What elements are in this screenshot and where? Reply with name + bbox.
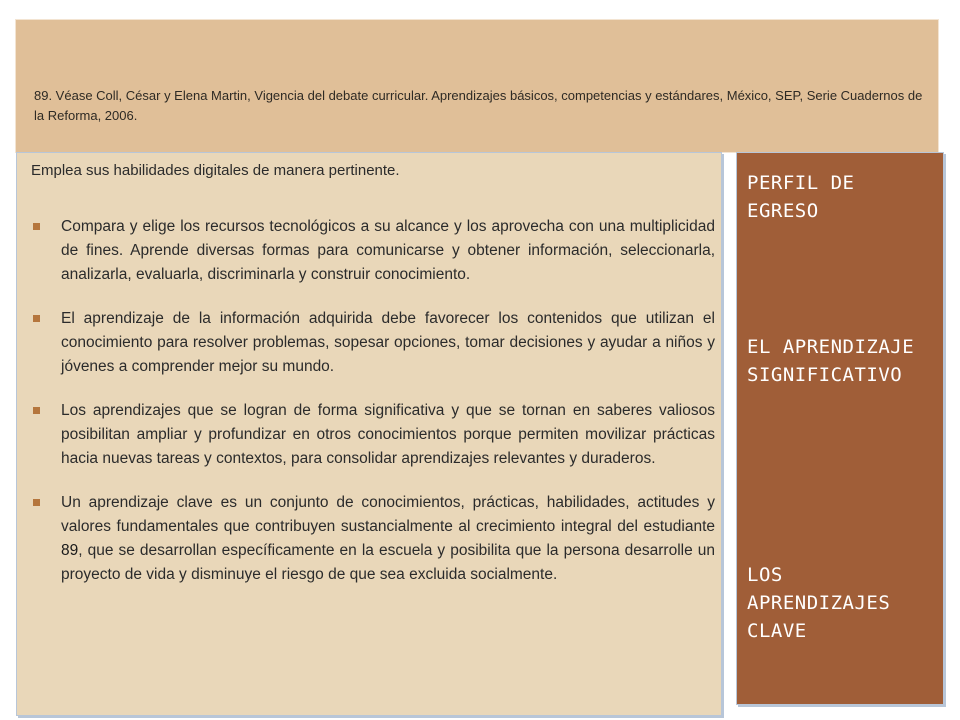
- footnote-text: 89. Véase Coll, César y Elena Martin, Vigencia del debate curricular. Aprendizajes básicos, competencias y estándares, México, SEP, Serie Cuadernos de la Reforma, 2006.: [34, 88, 923, 123]
- intro-text: Emplea sus habilidades digitales de manera pertinente.: [31, 162, 400, 179]
- bullet-text-end: , que se desarrollan específicamente en la escuela y posibilita que la persona desarrolle un proyecto de vida y disminuye el riesgo de que sea excluida socialmente.: [61, 542, 715, 583]
- list-item: [31, 399, 715, 471]
- footnote-reference: 89: [61, 542, 79, 559]
- bullet-text: El aprendizaje de la información adquirida debe favorecer los contenidos que utilizan el conocimiento para resolver problemas, sopesar opciones, tomar decisiones y ayudar a niños y jóvenes a comprender mejor su mundo.: [61, 310, 715, 375]
- header-band: [16, 20, 938, 152]
- list-item: [31, 307, 715, 379]
- sidebar-panel: [736, 152, 944, 705]
- square-bullet-icon: [33, 407, 40, 414]
- bullet-text-start: Un aprendizaje clave es un conjunto de conocimientos, prácticas, habilidades, actitudes y valores fundamentales que contribuyen sustancialmente al crecimiento integral del estudiante: [61, 494, 715, 535]
- square-bullet-icon: [33, 315, 40, 322]
- content-panel: [16, 152, 722, 716]
- heading-aprendizaje-significativo: EL APRENDIZAJE SIGNIFICATIVO: [747, 336, 915, 386]
- square-bullet-icon: [33, 499, 40, 506]
- bullet-list: [31, 215, 715, 607]
- bullet-text: Los aprendizajes que se logran de forma significativa y que se tornan en saberes valiosos posibilitan ampliar y profundizar en otros conocimientos porque permiten movilizar prácticas hacia nuevas tareas y contextos, para consolidar aprendizajes relevantes y duraderos.: [61, 402, 715, 467]
- list-item: [31, 215, 715, 287]
- square-bullet-icon: [33, 223, 40, 230]
- bullet-text: Compara y elige los recursos tecnológicos a su alcance y los aprovecha con una multiplicidad de fines. Aprende diversas formas para comunicarse y obtener información, seleccionarla, analizarla, evaluarla, discriminarla y construir conocimiento.: [61, 218, 715, 283]
- heading-perfil-de-egreso: PERFIL DE EGRESO: [747, 172, 855, 222]
- list-item: [31, 491, 715, 587]
- heading-aprendizajes-clave: LOS APRENDIZAJES CLAVE: [747, 564, 891, 642]
